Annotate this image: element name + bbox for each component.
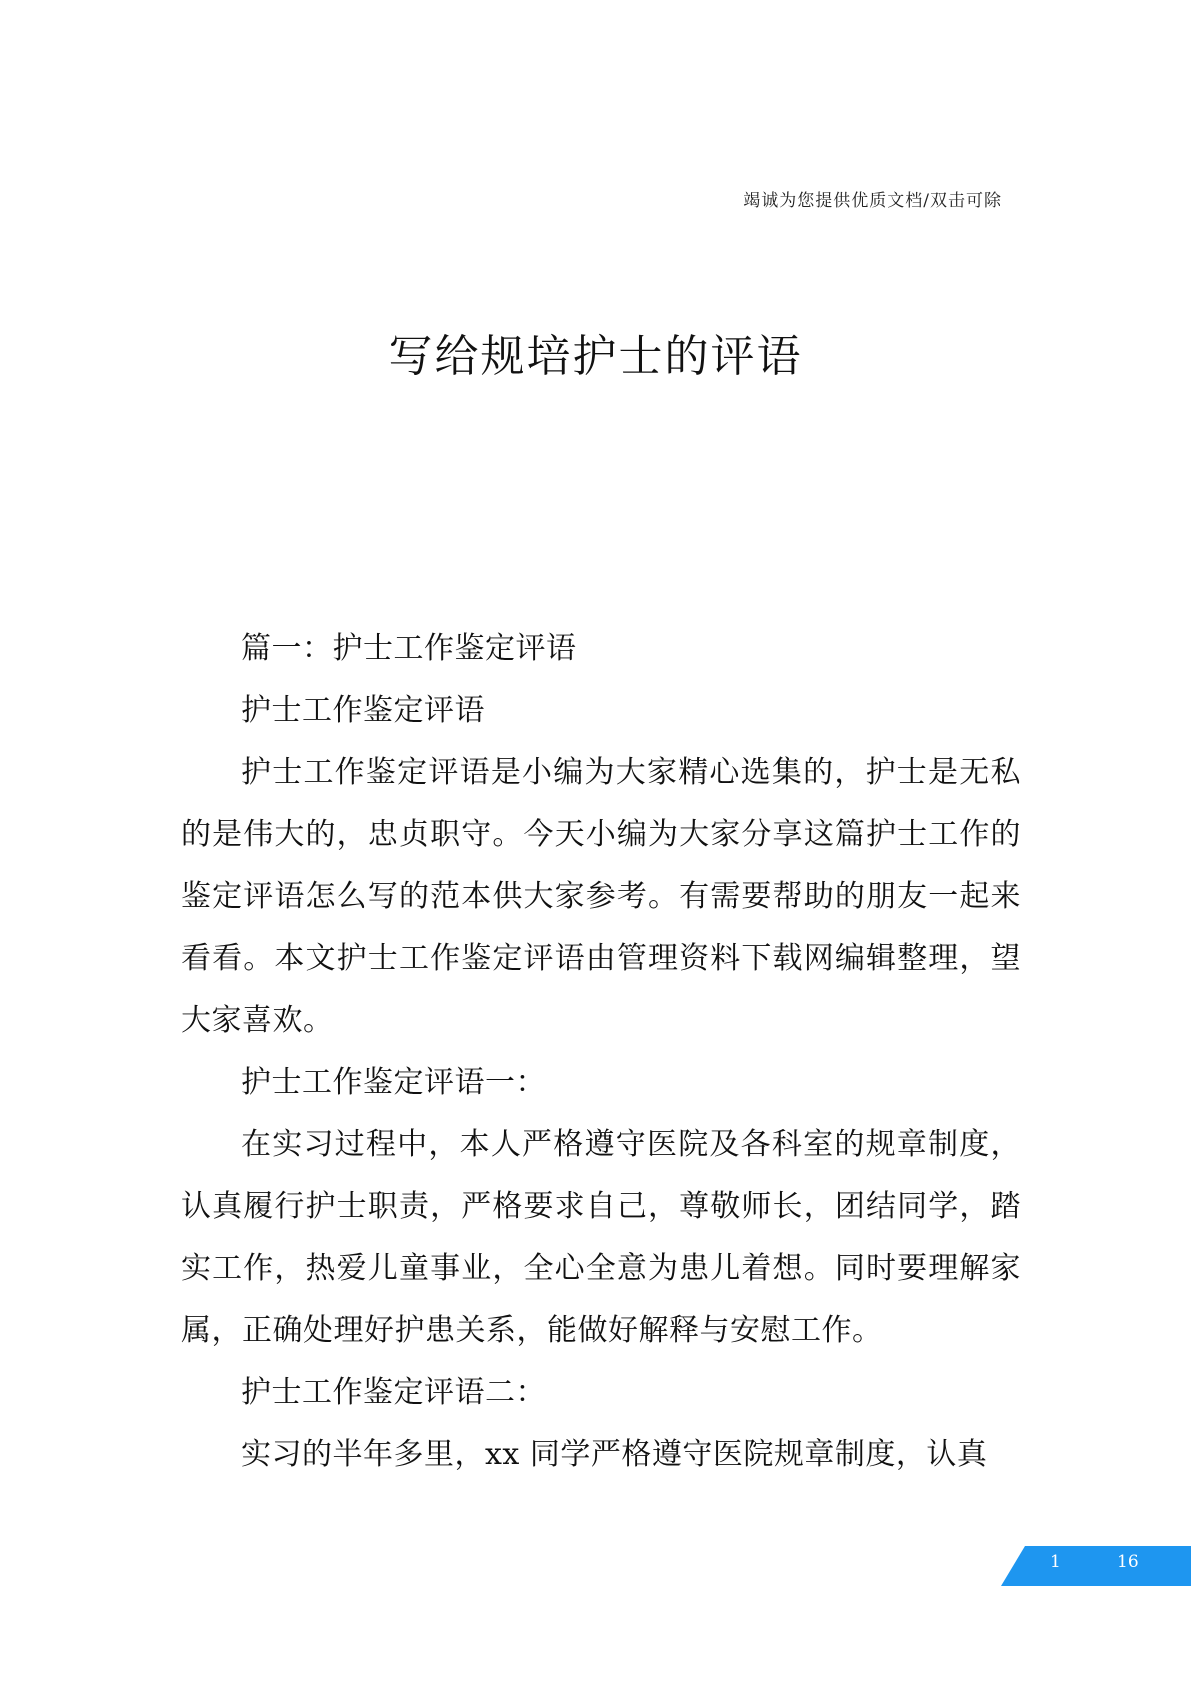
paragraph: 实习的半年多里，xx 同学严格遵守医院规章制度，认真 xyxy=(241,1437,988,1472)
document-title: 写给规培护士的评语 xyxy=(388,331,803,382)
paragraph: 护士工作鉴定评语 xyxy=(241,693,485,728)
paragraph: 护士工作鉴定评语是小编为大家精心选集的，护士是无私的是伟大的，忠贞职守。今天小编为大家分享这篇护士工作的鉴定评语怎么写的范本供大家参考。有需要帮助的朋友一起来看看。本文护士工作鉴定评语由管理资料下载网编辑整理，望大家喜欢。 xyxy=(181,755,1021,1038)
paragraph: 篇一：护士工作鉴定评语 xyxy=(241,631,577,666)
document-body xyxy=(181,618,1021,1486)
page-total: 16 xyxy=(1117,1552,1139,1572)
paragraph: 护士工作鉴定评语一： xyxy=(241,1065,546,1100)
page-number: 1 xyxy=(1050,1552,1061,1572)
header-note: 竭诚为您提供优质文档/双击可除 xyxy=(743,191,1002,211)
paragraph: 在实习过程中，本人严格遵守医院及各科室的规章制度，认真履行护士职责，严格要求自己，尊敬师长，团结同学，踏实工作，热爱儿童事业，全心全意为患儿着想。同时要理解家属，正确处理好护患关系，能做好解释与安慰工作。 xyxy=(181,1127,1021,1348)
paragraph: 护士工作鉴定评语二： xyxy=(241,1375,546,1410)
page-badge xyxy=(1001,1546,1191,1586)
